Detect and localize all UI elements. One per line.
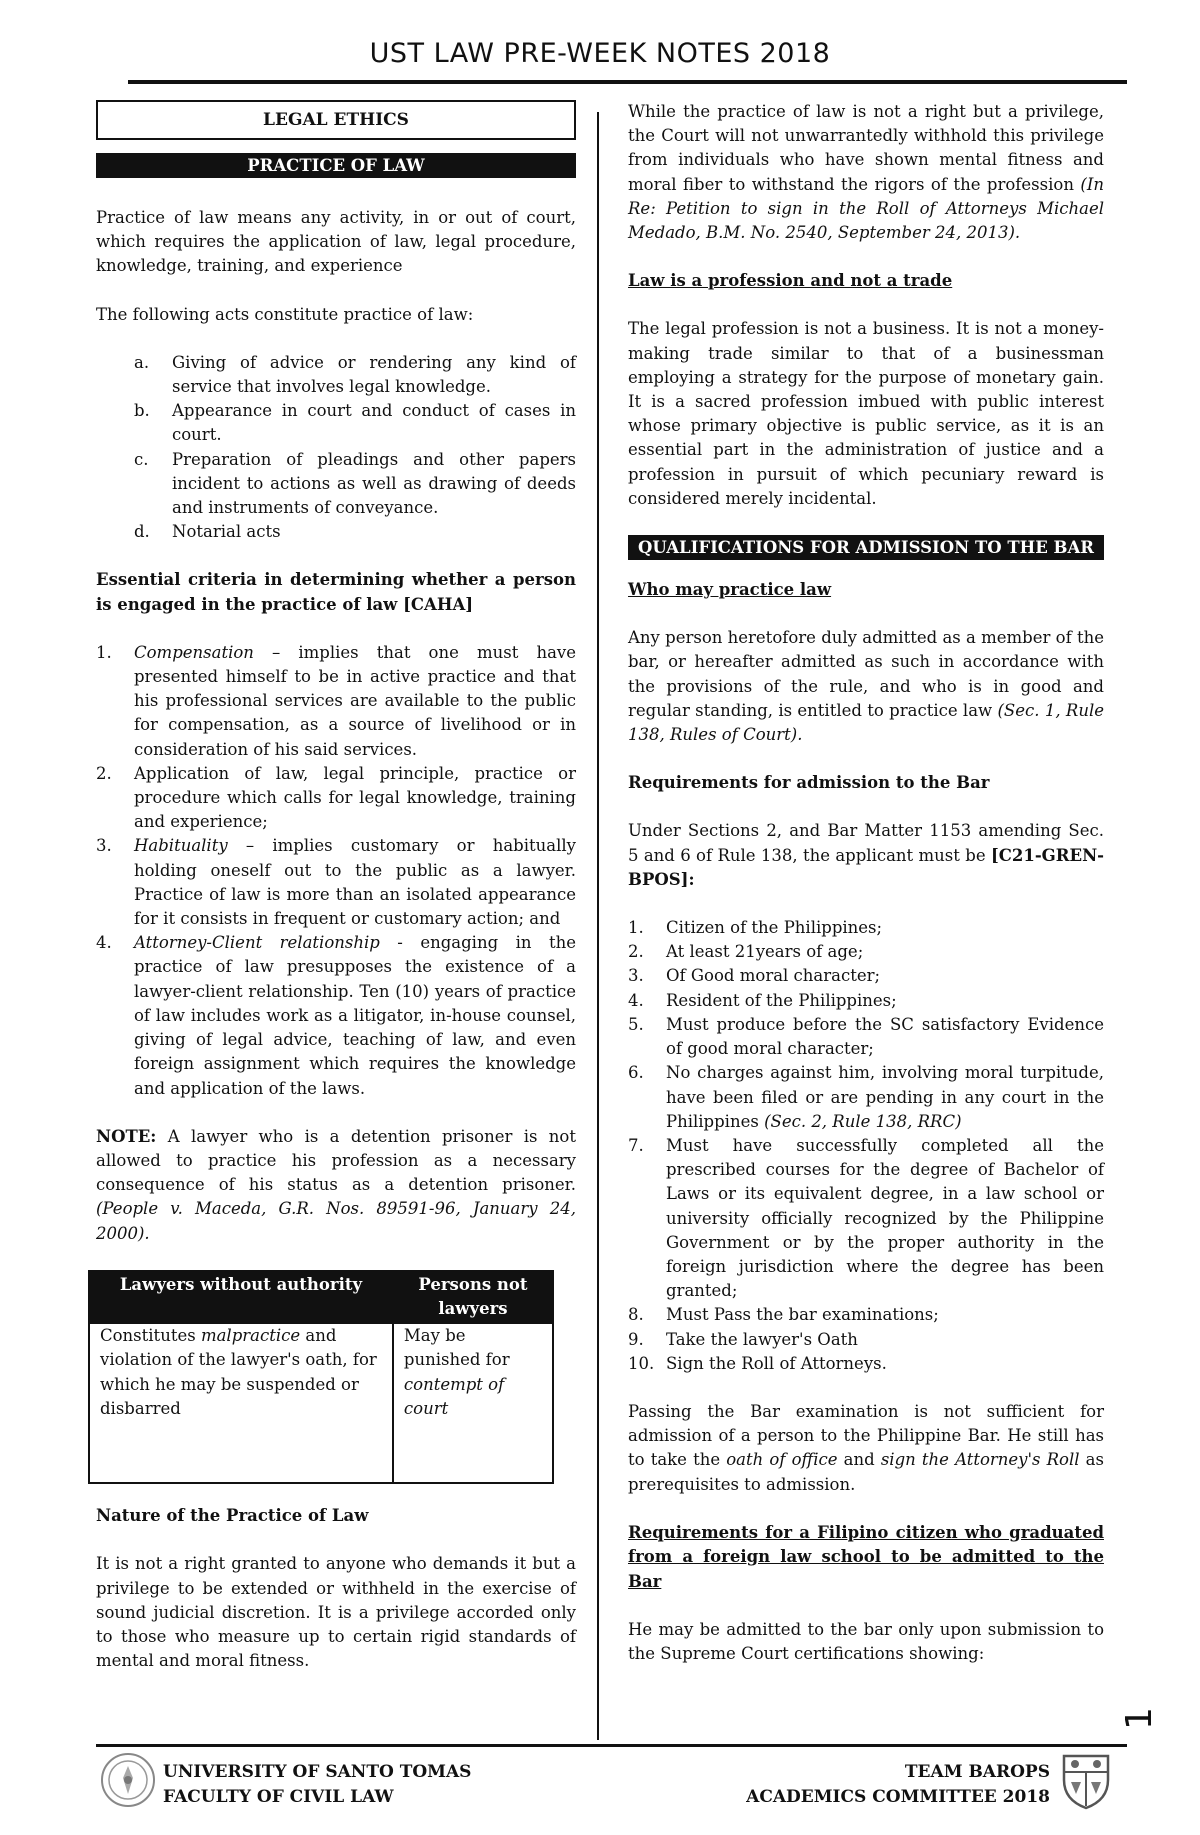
list-item: [628, 1013, 1104, 1061]
table-cell-lawyers: [89, 1323, 393, 1483]
list-item-text: No charges against him, involving moral turpitude, have been filed or are pending in any court in the Philippines: [666, 1063, 1104, 1131]
requirements-list: [628, 916, 1104, 1376]
passing-paragraph: [628, 1400, 1104, 1497]
privilege-paragraph: [628, 100, 1104, 245]
note-citation: (People v. Maceda, G.R. Nos. 89591-96, January 24, 2000).: [96, 1199, 576, 1243]
acts-intro: The following acts constitute practice of law:: [96, 304, 474, 324]
passing-text: as prerequisites to admission.: [628, 1450, 1104, 1494]
list-item: [96, 520, 576, 544]
list-marker: 10.: [628, 1353, 655, 1373]
list-item-text: Take the lawyer's Oath: [666, 1329, 858, 1349]
cell-text: May be punished for: [403, 1326, 510, 1370]
list-marker: b.: [134, 401, 150, 421]
list-item-text: Appearance in court and conduct of cases in court.: [172, 401, 576, 445]
left-column: [96, 100, 576, 1697]
list-marker: 4.: [628, 990, 644, 1010]
page-number: 1: [1118, 1707, 1160, 1730]
list-marker: 2.: [628, 942, 644, 962]
list-item: [628, 1061, 1104, 1134]
list-marker: 5.: [628, 1014, 644, 1034]
acts-list: [96, 351, 576, 545]
right-column: [628, 100, 1104, 1691]
list-item-text: Must Pass the bar examinations;: [666, 1305, 939, 1325]
qualifications-bar: QUALIFICATIONS FOR ADMISSION TO THE BAR: [628, 535, 1104, 560]
list-item-text: Of Good moral character;: [666, 966, 881, 986]
nature-heading: Nature of the Practice of Law: [96, 1506, 369, 1526]
header-rule: [128, 80, 1127, 84]
list-marker: 8.: [628, 1305, 644, 1325]
comparison-table: [88, 1270, 554, 1484]
list-item-text: Notarial acts: [172, 522, 281, 542]
list-marker: 3.: [96, 836, 112, 856]
passing-text: Passing the Bar examination is not sufficient for admission of a person to the Philippine Bar. He still has to take the: [628, 1401, 1104, 1470]
criteria-text: - engaging in the practice of law presupposes the existence of a lawyer-client relationship. Ten (10) years of practice of law includes work as a litigator, in-house counsel, giving of legal advice, teaching of law, and even foreign assignment which requires the knowledge and application of the laws.: [134, 933, 576, 1098]
nature-text: It is not a right granted to anyone who demands it but a privilege to be extended or withheld in the exercise of sound judicial discretion. It is a privilege accorded only to those who measure up to certain rigid standards of mental and moral fitness.: [96, 1554, 576, 1671]
requirements-intro: [628, 819, 1104, 892]
list-item-text: Resident of the Philippines;: [666, 990, 897, 1010]
footer-rule: [96, 1744, 1127, 1747]
who-may-practice-heading: Who may practice law: [628, 580, 832, 600]
criteria-text: – implies that one must have presented himself to be in active practice and that his professional services are available to the public for compensation, as a source of livelihood or in consideration of his said services.: [134, 642, 576, 759]
who-may-practice-paragraph: [628, 626, 1104, 747]
list-item: [96, 762, 576, 835]
list-marker: 9.: [628, 1329, 644, 1349]
list-marker: 6.: [628, 1063, 644, 1083]
list-item: [628, 989, 1104, 1013]
note-label: NOTE:: [96, 1126, 157, 1146]
requirements-heading: Requirements for admission to the Bar: [628, 773, 990, 793]
list-item: [96, 641, 576, 762]
table-header-lawyers-without-authority: Lawyers without authority: [89, 1271, 393, 1323]
list-item-citation: (Sec. 2, Rule 138, RRC): [764, 1111, 962, 1131]
list-item: [96, 399, 576, 447]
list-marker: 1.: [628, 918, 644, 938]
footer-faculty-name: FACULTY OF CIVIL LAW: [163, 1787, 394, 1807]
criteria-list: [96, 641, 576, 1101]
who-text: Any person heretofore duly admitted as a member of the bar, or hereafter admitted as such in accordance with the provisions of the rule, and who is in good and regular standing, is entitled to practice law: [628, 628, 1104, 720]
ust-seal-icon: [100, 1752, 156, 1808]
privilege-text: While the practice of law is not a right but a privilege, the Court will not unwarrantedly withhold this privilege from individuals who have shown mental fitness and moral fiber to withstand the rigors of the profession: [628, 102, 1104, 194]
list-item: [628, 940, 1104, 964]
list-marker: a.: [134, 352, 150, 372]
list-marker: 3.: [628, 966, 644, 986]
cell-text: Constitutes: [100, 1326, 201, 1346]
list-item-text: Must have successfully completed all the prescribed courses for the degree of Bachelor of Laws or its equivalent degree, in a law school or university officially recognized by the Philippine Government or by the proper authority in the foreign jurisdiction where the degree has been granted;: [666, 1135, 1104, 1301]
subsection-practice-of-law: PRACTICE OF LAW: [96, 153, 576, 178]
table-header-row: [89, 1271, 553, 1323]
list-marker: d.: [134, 522, 150, 542]
privilege-citation: (In Re: Petition to sign in the Roll of Attorneys Michael Medado, B.M. No. 2540, September 24, 2013).: [628, 174, 1104, 243]
list-marker: 7.: [628, 1135, 644, 1155]
list-item: [628, 964, 1104, 988]
page-header-title: UST LAW PRE-WEEK NOTES 2018: [369, 38, 831, 69]
passing-roll: sign the Attorney's Roll: [880, 1450, 1080, 1470]
list-marker: 4.: [96, 933, 112, 953]
list-marker: c.: [134, 449, 149, 469]
who-citation: (Sec. 1, Rule 138, Rules of Court).: [628, 700, 1104, 745]
list-item: [96, 834, 576, 931]
list-item: [96, 351, 576, 399]
criteria-term: Attorney-Client relationship: [134, 933, 380, 953]
cell-text-italic: malpractice: [200, 1326, 301, 1346]
list-item: [96, 448, 576, 521]
criteria-text: – implies customary or habitually holding oneself out to the public as a lawyer. Practice of law is more than an isolated appearance for it consists in frequent or customary action; and: [134, 836, 576, 929]
list-item-text: At least 21years of age;: [666, 942, 864, 962]
note-text: A lawyer who is a detention prisoner is not allowed to practice his profession as a necessary consequence of his status as a detention prisoner.: [96, 1126, 576, 1195]
section-title-legal-ethics: LEGAL ETHICS: [96, 100, 576, 140]
list-item-text: Giving of advice or rendering any kind of service that involves legal knowledge.: [172, 352, 576, 397]
table-cell-persons: [393, 1323, 553, 1483]
practice-definition: Practice of law means any activity, in or out of court, which requires the application of law, legal procedure, knowledge, training, and experience: [96, 208, 576, 276]
criteria-heading: Essential criteria in determining whether a person is engaged in the practice of law [CAHA]: [96, 570, 576, 614]
criteria-term: Habituality: [134, 836, 228, 856]
list-item: [628, 1328, 1104, 1352]
cell-text: and violation of the lawyer's oath, for which he may be suspended or disbarred: [100, 1326, 377, 1418]
list-item-text: Sign the Roll of Attorneys.: [666, 1353, 887, 1373]
footer-university: [163, 1760, 471, 1810]
footer-committee: ACADEMICS COMMITTEE 2018: [746, 1787, 1050, 1807]
profession-text: The legal profession is not a business. It is not a money-making trade similar to that of a businessman employing a strategy for the purpose of monetary gain. It is a sacred profession imbued with public interest whose primary objective is public service, as it is an essential part in the administration of justice and a profession in pursuit of which pecuniary reward is considered merely incidental.: [628, 319, 1104, 508]
list-item: [96, 931, 576, 1100]
footer-team: [746, 1760, 1050, 1810]
footer-university-name: UNIVERSITY OF SANTO TOMAS: [163, 1762, 472, 1782]
passing-text: and: [837, 1450, 881, 1470]
list-item-text: Must produce before the SC satisfactory Evidence of good moral character;: [666, 1014, 1104, 1059]
foreign-graduate-heading: Requirements for a Filipino citizen who graduated from a foreign law school to be admitted to the Bar: [628, 1522, 1104, 1591]
note-paragraph: [96, 1125, 576, 1246]
foreign-graduate-text: He may be admitted to the bar only upon submission to the Supreme Court certifications showing:: [628, 1620, 1104, 1664]
list-item: [628, 1303, 1104, 1327]
req-code: [C21-GREN-BPOS]:: [628, 845, 1104, 889]
faculty-civil-law-crest-icon: [1058, 1750, 1114, 1810]
list-item: [628, 1352, 1104, 1376]
passing-oath: oath of office: [726, 1450, 838, 1470]
list-item-text: Citizen of the Philippines;: [666, 918, 883, 938]
list-item-text: Preparation of pleadings and other papers incident to actions as well as drawing of deeds and instruments of conveyance.: [172, 449, 576, 518]
cell-text-italic: contempt of court: [403, 1374, 505, 1418]
column-divider: [597, 112, 599, 1740]
list-marker: 1.: [96, 642, 112, 662]
list-item: [628, 916, 1104, 940]
list-marker: 2.: [96, 763, 112, 783]
profession-heading: Law is a profession and not a trade: [628, 271, 953, 291]
table-header-persons-not-lawyers: Persons not lawyers: [393, 1271, 553, 1323]
req-intro-text: Under Sections 2, and Bar Matter 1153 amending Sec. 5 and 6 of Rule 138, the applicant must be: [628, 821, 1104, 865]
table-row: [89, 1323, 553, 1483]
criteria-term: Compensation: [134, 642, 254, 662]
criteria-text: Application of law, legal principle, practice or procedure which calls for legal knowledge, training and experience;: [134, 763, 576, 832]
list-item: [628, 1134, 1104, 1303]
footer-team-name: TEAM BAROPS: [904, 1762, 1050, 1782]
